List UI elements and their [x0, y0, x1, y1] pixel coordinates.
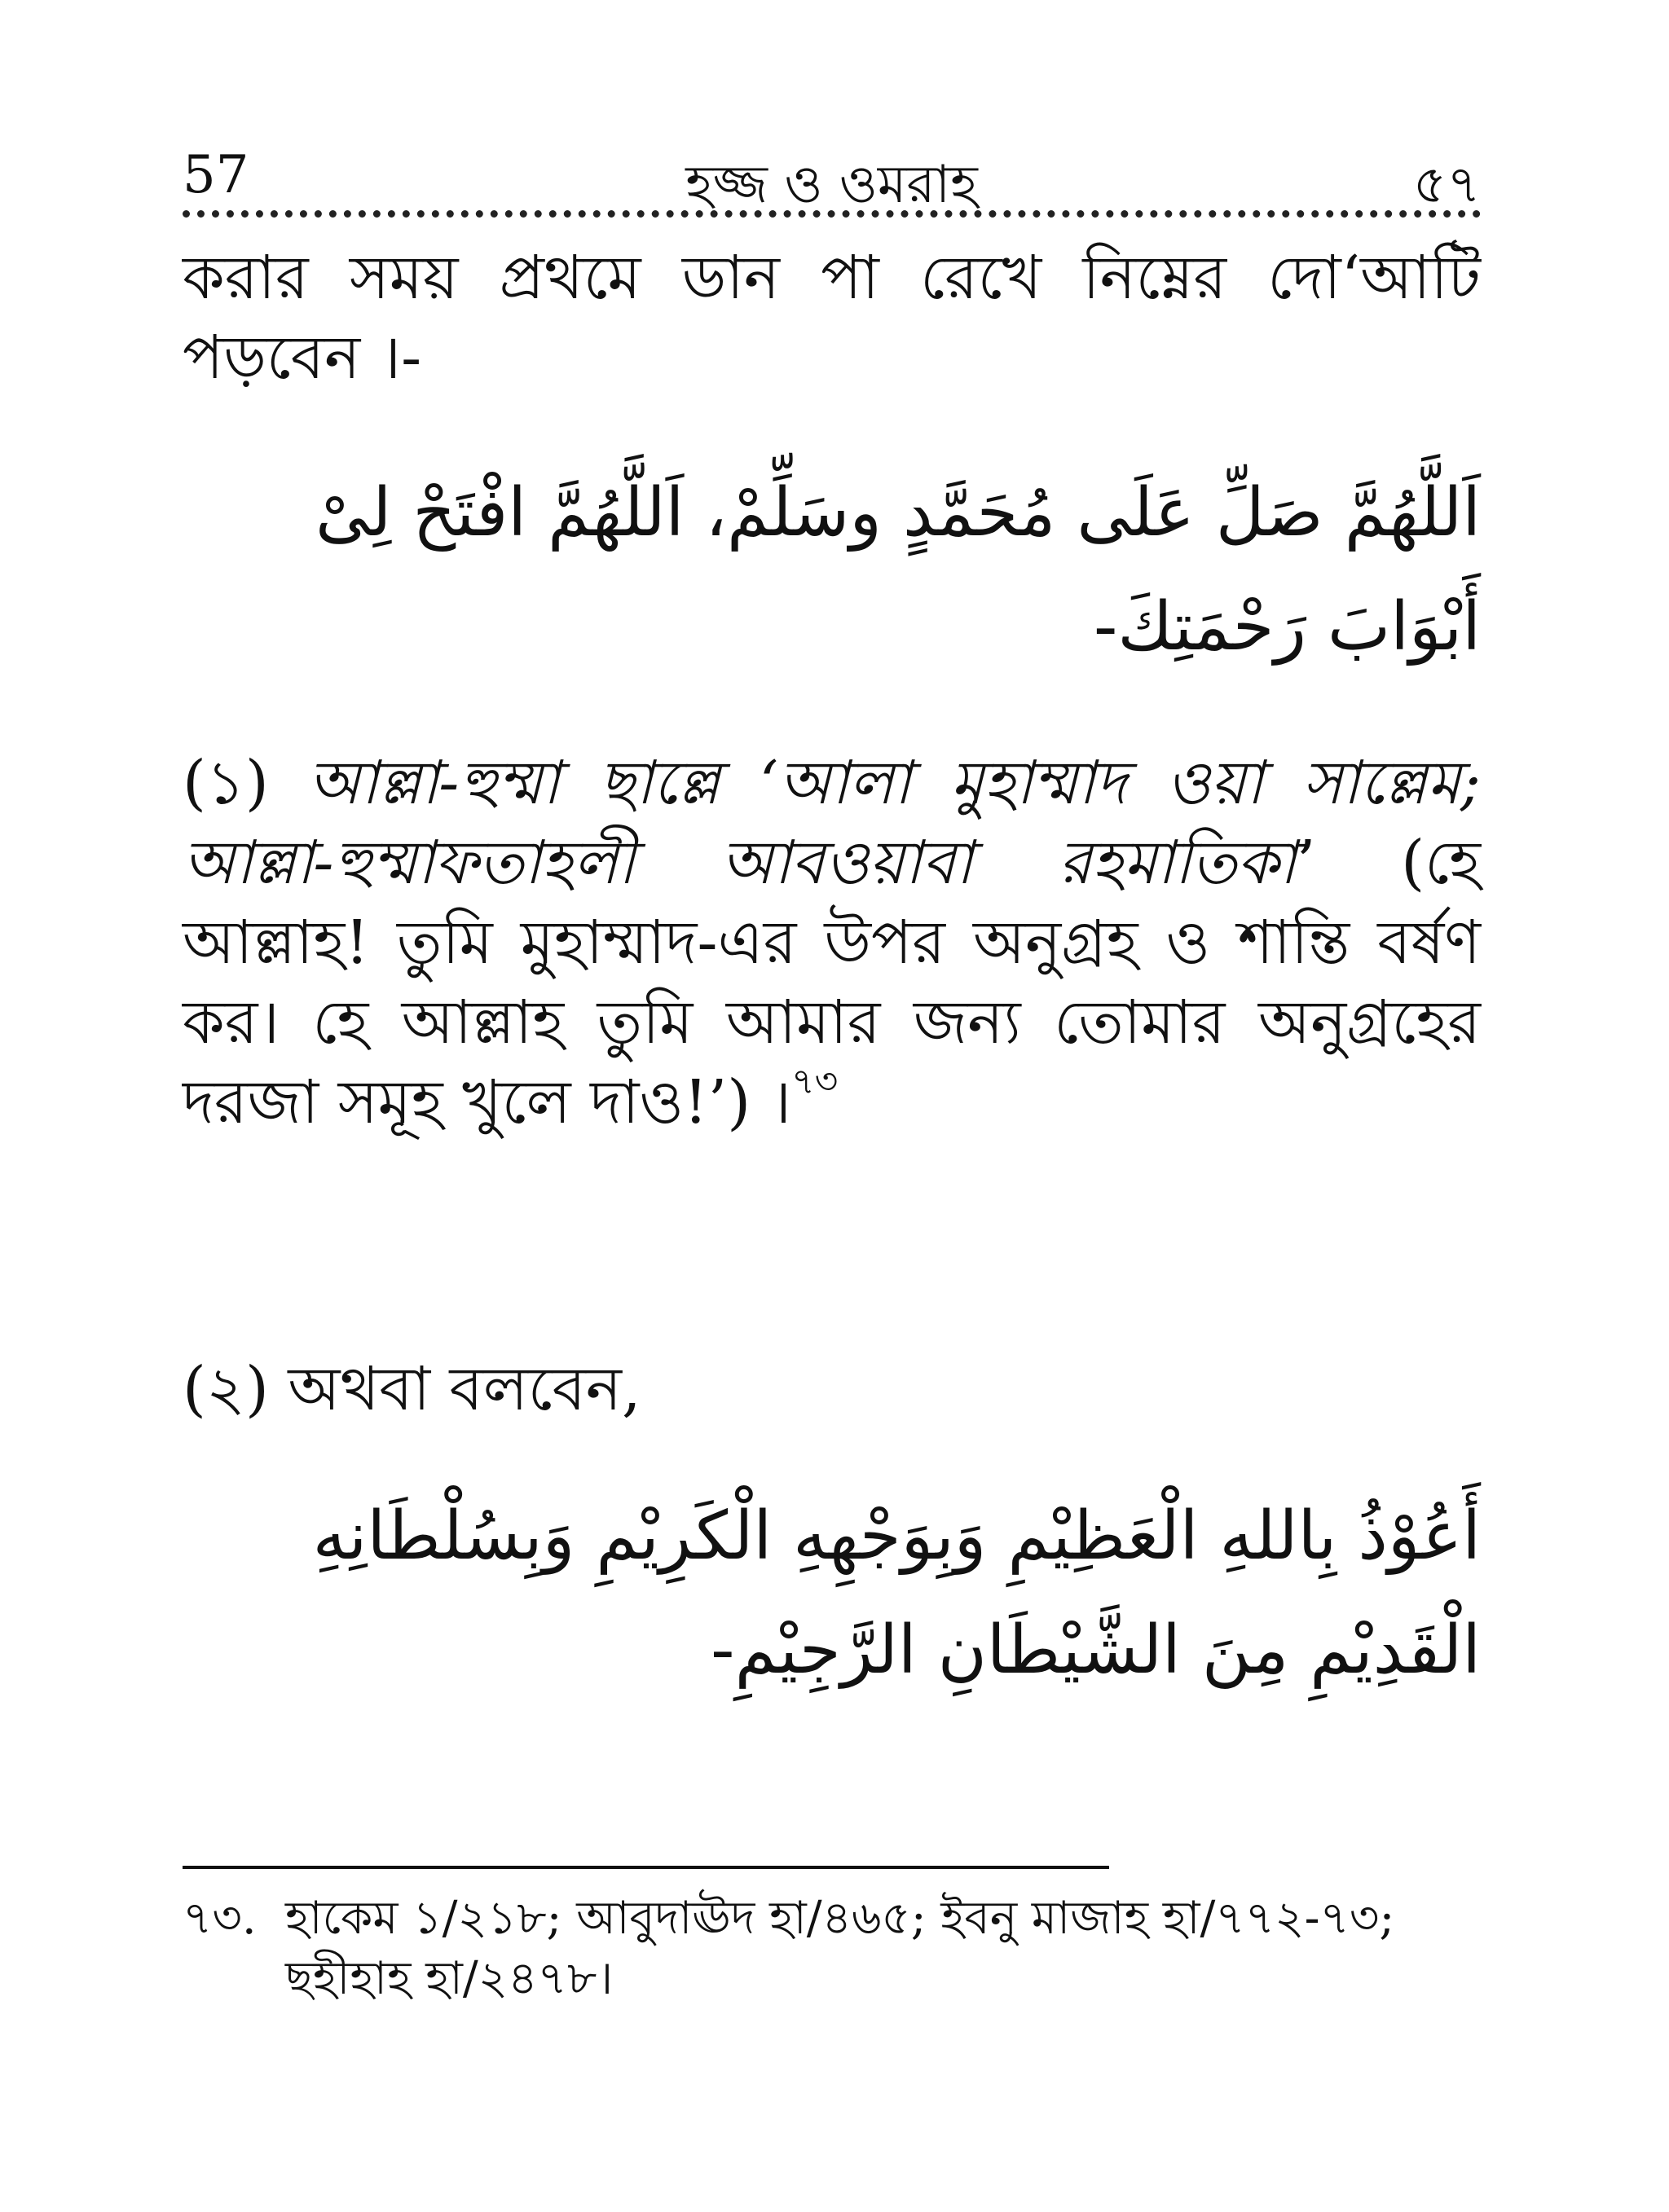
footnote-number: ৭৩. [183, 1892, 257, 1945]
intro-paragraph: করার সময় প্রথমে ডান পা রেখে নিম্নের দো‘আটি পড়বেন ।- [183, 243, 1481, 393]
arabic-dua-1: اَللَّهُمَّ صَلِّ عَلَى مُحَمَّدٍ وسَلِّمْ، اَللَّهُمَّ افْتَحْ لِىْ أَبْوَابَ رَحْمَتِكَ- [315, 474, 1481, 666]
item-1-transliteration: আল্লা-হুম্মা ছাল্লে ‘আলা মুহাম্মাদ ওয়া সাল্লেম; আল্লা-হুম্মাফতাহলী আবওয়াবা রহমাতিকা [183, 748, 1481, 898]
running-title: হজ্জ ও ওমরাহ [685, 155, 978, 215]
page-header [183, 145, 1481, 215]
item-1-marker: (১) [183, 748, 269, 818]
page-number-latin: 57 [183, 145, 249, 205]
footnote-text: হাকেম ১/২১৮; আবুদাঊদ হা/৪৬৫; ইবনু মাজাহ হা/৭৭২-৭৩; ছহীহাহ হা/২৪৭৮। [285, 1892, 1395, 2005]
item-1-translation: (হে আল্লাহ! তুমি মুহাম্মাদ-এর উপর অনুগ্রহ ও শান্তি বর্ষণ কর। হে আল্লাহ তুমি আমার জন্য তোমার অনুগ্রহের দরজা সমূহ খুলে দাও!’) । [183, 828, 1481, 1137]
page-number-bengali: ৫৭ [1412, 155, 1481, 215]
footnote-reference[interactable]: ৭৩ [791, 1061, 839, 1102]
footnote-rule [183, 1866, 1109, 1869]
item-1-closing-quote: ’ [1296, 828, 1316, 898]
item-1-paragraph [183, 743, 1481, 1151]
arabic-dua-2: أَعُوْذُ بِاللهِ الْعَظِيْمِ وَبِوَجْهِهِ الْكَرِيْمِ وَبِسُلْطَانِهِ الْقَدِيْمِ مِنَ الشَّيْطَانِ الرَّجِيْمِ- [312, 1497, 1481, 1689]
item-2-paragraph: (২) অথবা বলবেন, [183, 1354, 641, 1424]
header-dotted-rule [183, 210, 1481, 218]
